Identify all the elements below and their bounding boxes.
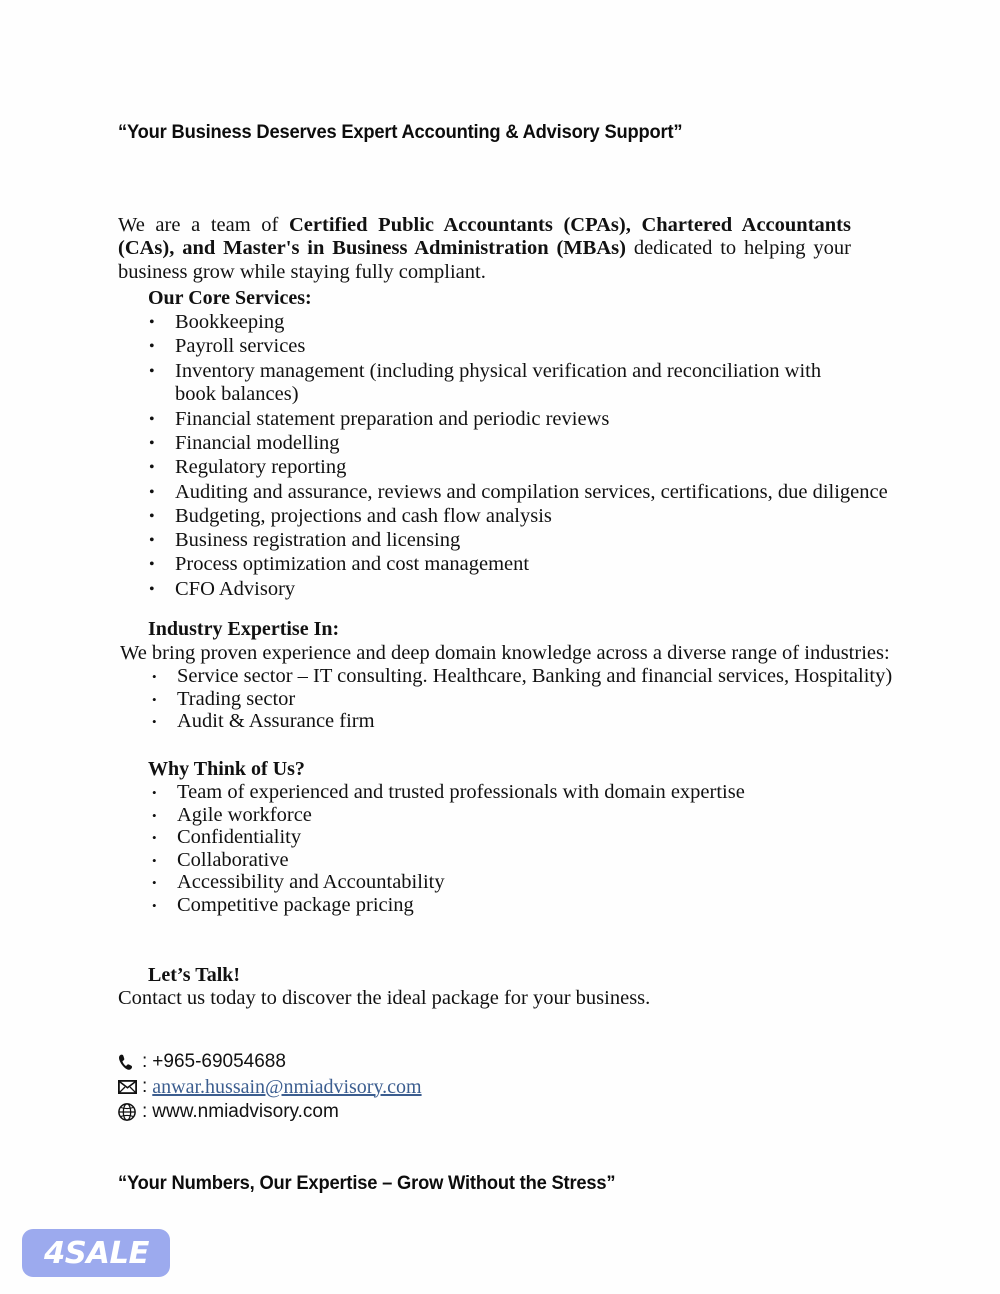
bullet-icon: •	[149, 410, 155, 428]
list-item	[118, 688, 908, 711]
bullet-icon: •	[149, 362, 155, 380]
list-item-label: Team of experienced and trusted professionals with domain expertise	[177, 781, 745, 803]
list-item	[118, 432, 898, 456]
phone-icon	[118, 1054, 142, 1071]
list-item-label: Business registration and licensing	[175, 529, 461, 552]
list-item	[118, 578, 898, 602]
bullet-icon: •	[149, 507, 155, 525]
industry-expertise-heading: Industry Expertise In:	[148, 618, 340, 640]
bullet-icon: •	[152, 830, 157, 846]
lets-talk-heading: Let’s Talk!	[148, 964, 241, 986]
bullet-icon: •	[149, 556, 155, 574]
bullet-icon: •	[152, 785, 157, 800]
list-item-label: Process optimization and cost management	[175, 553, 530, 576]
contact-block	[118, 1050, 638, 1124]
bullet-icon: •	[149, 580, 155, 598]
list-item-label: Service sector – IT consulting. Healthcare, Banking and financial services, Hospitality)	[177, 665, 893, 687]
page-title: “Your Business Deserves Expert Accounting & Advisory Support”	[118, 121, 683, 143]
list-item-label: Financial modelling	[175, 431, 340, 454]
list-item	[118, 335, 898, 359]
list-item	[118, 781, 908, 804]
watermark-label: 4SALE	[43, 1235, 149, 1271]
bullet-icon: •	[152, 875, 157, 891]
intro-lead: We are a team of	[118, 213, 289, 236]
email-link[interactable]: anwar.hussain@nmiadvisory.com	[152, 1075, 422, 1098]
envelope-icon	[118, 1080, 142, 1094]
bullet-icon: •	[149, 459, 155, 477]
list-item-label: Collaborative	[177, 848, 289, 871]
bullet-icon: •	[149, 338, 155, 356]
why-us-heading: Why Think of Us?	[148, 758, 305, 780]
list-item	[118, 894, 908, 917]
list-item-label: Regulatory reporting	[175, 456, 347, 479]
lets-talk-lead: Contact us today to discover the ideal package for your business.	[118, 987, 651, 1009]
globe-icon	[118, 1103, 142, 1121]
list-item	[118, 553, 898, 577]
list-item	[118, 360, 898, 408]
phone-separator: :	[142, 1051, 148, 1072]
list-item	[118, 505, 898, 529]
intro-credentials: Certified Public Accountants (CPAs), Chartered Accountants (CAs), and Master's in Business Administration (MBAs)	[118, 213, 851, 259]
list-item	[118, 849, 908, 872]
intro-paragraph	[118, 214, 851, 285]
contact-row-phone	[118, 1050, 638, 1074]
list-item-label: Confidentiality	[177, 826, 302, 849]
list-item	[118, 311, 898, 335]
list-item-label: Audit & Assurance firm	[177, 710, 375, 732]
contact-row-email	[118, 1075, 638, 1099]
list-item-label: Inventory management (including physical verification and reconciliation with book balances)	[175, 359, 822, 406]
list-item	[118, 710, 908, 733]
list-item	[118, 826, 908, 849]
list-item-label: Agile workforce	[177, 803, 312, 826]
list-item-label: CFO Advisory	[175, 577, 296, 600]
list-item-label: Accessibility and Accountability	[177, 871, 445, 894]
list-item	[118, 529, 898, 553]
list-item-label: Trading sector	[177, 687, 296, 710]
bullet-icon: •	[152, 897, 157, 913]
website-separator: :	[142, 1101, 148, 1122]
closing-tagline: “Your Numbers, Our Expertise – Grow Without the Stress”	[118, 1172, 616, 1194]
bullet-icon: •	[152, 714, 157, 729]
core-services-list	[118, 311, 898, 602]
bullet-icon: •	[152, 852, 157, 868]
list-item	[118, 665, 908, 688]
list-item-label: Payroll services	[175, 335, 306, 358]
watermark-logo	[22, 1229, 170, 1277]
phone-number: +965-69054688	[152, 1051, 286, 1072]
list-item	[118, 481, 898, 505]
email-separator: :	[142, 1076, 148, 1097]
industry-expertise-lead: We bring proven experience and deep domain knowledge across a diverse range of industries:	[120, 642, 890, 664]
contact-row-website	[118, 1100, 638, 1124]
bullet-icon: •	[152, 669, 157, 684]
bullet-icon: •	[149, 314, 155, 331]
list-item	[118, 456, 898, 480]
intro-tail: dedicated to helping your business grow while staying fully compliant.	[118, 237, 851, 283]
list-item	[118, 804, 908, 827]
list-item-label: Budgeting, projections and cash flow analysis	[175, 504, 552, 527]
list-item	[118, 408, 898, 432]
bullet-icon: •	[152, 691, 157, 707]
website-url: www.nmiadvisory.com	[152, 1101, 339, 1122]
bullet-icon: •	[149, 434, 155, 452]
bullet-icon: •	[149, 483, 155, 501]
list-item-label: Auditing and assurance, reviews and compilation services, certifications, due diligence	[175, 480, 888, 503]
industry-expertise-list	[118, 665, 908, 733]
bullet-icon: •	[149, 532, 155, 550]
bullet-icon: •	[152, 807, 157, 823]
list-item-label: Competitive package pricing	[177, 893, 414, 916]
core-services-heading: Our Core Services:	[148, 287, 312, 309]
list-item-label: Bookkeeping	[175, 311, 285, 333]
list-item	[118, 871, 908, 894]
why-us-list	[118, 781, 908, 917]
list-item-label: Financial statement preparation and periodic reviews	[175, 407, 610, 430]
